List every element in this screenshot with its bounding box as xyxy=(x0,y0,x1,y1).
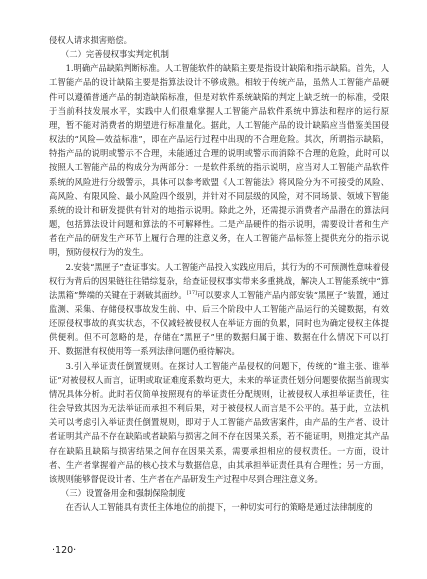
paragraph-burden-of-proof: 3.引入举证责任倒置规则。在探讨人工智能产品侵权的问题下，传统的“谁主张、谁举证”对被侵权人而言，证明或取证难度系数均更大，未来的举证责任划分问题要依据当前现实情况具体分析。此时若仅简单按照现有的举证责任分配规则，让被侵权人承担举证责任，往往会导致其因为无法举证而承担不利后果，对于被侵权人而言是不公平的。基于此，立法机关可以考虑引入举证责任倒置规则，即对于人工智能产品致害案件，由产品的生产者、设计者证明其产品不存在缺陷或者缺陷与损害之间不存在因果关系，若不能证明，则推定其产品存在缺陷且缺陷与损害结果之间存在因果关系，需要承担相应的侵权责任。一方面，设计者、生产者掌握着产品的核心技术与数据信息，由其承担举证责任具有合理性；另一方面，该规则能够督促设计者、生产者在产品研发生产过程中尽到合理注意义务。 xyxy=(49,360,389,484)
black-box-text-b: 可以要求人工智能产品内部安装“黑匣子”装置，通过监测、采集、存储侵权事故发生前、中、后三个阶段中人工智能产品运行的关键数据，有效还原侵权事故的真实状态，不仅减轻被侵权人在举证方面的负累，同时也为确定侵权主体提供便利。但不可忽略的是，存储在“黑匣子”里的数据归属于谁、数据在什么情况下可以打开、数据泄有权使用等一系列法律问题仍亟待解决。 xyxy=(49,289,389,357)
black-box-text-a: 2.安装“黑匣子”查证事实。人工智能产品投入实践应用后，其行为的不可预测性意味着侵权行为背后的因果链往往错综复杂，给查证侵权事实带来多重挑战，解决人工智能系统中“算法黑箱”弊端的关键在于剥破其面纱。 xyxy=(49,261,389,300)
paragraph-reserve-fund: 在否认人工智能具有责任主体地位的前提下，一种切实可行的策略是通过法律制度的 xyxy=(65,502,373,513)
paragraph-defect-standard: 1.明确产品缺陷判断标准。人工智能软件的缺陷主要是指设计缺陷和指示缺陷。首先，人工智能产品的设计缺陷主要是指算法设计不够成熟。相较于传统产品，虽然人工智能产品硬件可以遵循普通产品的制造缺陷标准，但是对软件系统缺陷的判定上缺乏统一的标准，受限于当前科技发展水平，实践中人们很难掌握人工智能产品软件系统中算法和程序的运行原理，暂不能对消费者的期望进行标准量化。据此，人工智能产品的设计缺陷应当借鉴美国侵权法的“风险—效益标准”，即在产品运行过程中出现的不合理危险。其次，所谓指示缺陷，特指产品的说明或警示不合理，未能通过合理的说明或警示而消除不合理的危险，此时可以按照人工智能产品的构成分为两部分：一是软件系统的指示说明，应当对人工智能产品软件系统的风险进行分级警示，具体可以参考欧盟《人工智能法》将风险分为不可接受的风险、高风险、有限风险、最小风险四个级别，并针对不同层级的风险，对不同场景、领域下智能系统的设计和研发提供有针对的地指示说明。除此之外，还需提示消费者产品潜在的算法问题，包括算法设计问题和算法的不可解释性。二是产品硬件的指示说明，需要设计者和生产者在产品的研发生产环节上履行合理的注意义务，在人工智能产品标签上提供充分的指示说明，预防侵权行为的发生。 xyxy=(49,63,389,258)
page-number: ·120· xyxy=(52,545,77,556)
paragraph-continuation: 侵权人请求损害赔偿。 xyxy=(49,35,132,45)
footnote-marker: [17] xyxy=(186,290,197,297)
section-heading-3: （三）设置备用金和强制保险制度 xyxy=(61,488,186,498)
section-heading-2: （二）完善侵权事实判定机制 xyxy=(61,49,169,60)
page-content xyxy=(49,33,389,514)
paragraph-black-box xyxy=(49,260,389,359)
